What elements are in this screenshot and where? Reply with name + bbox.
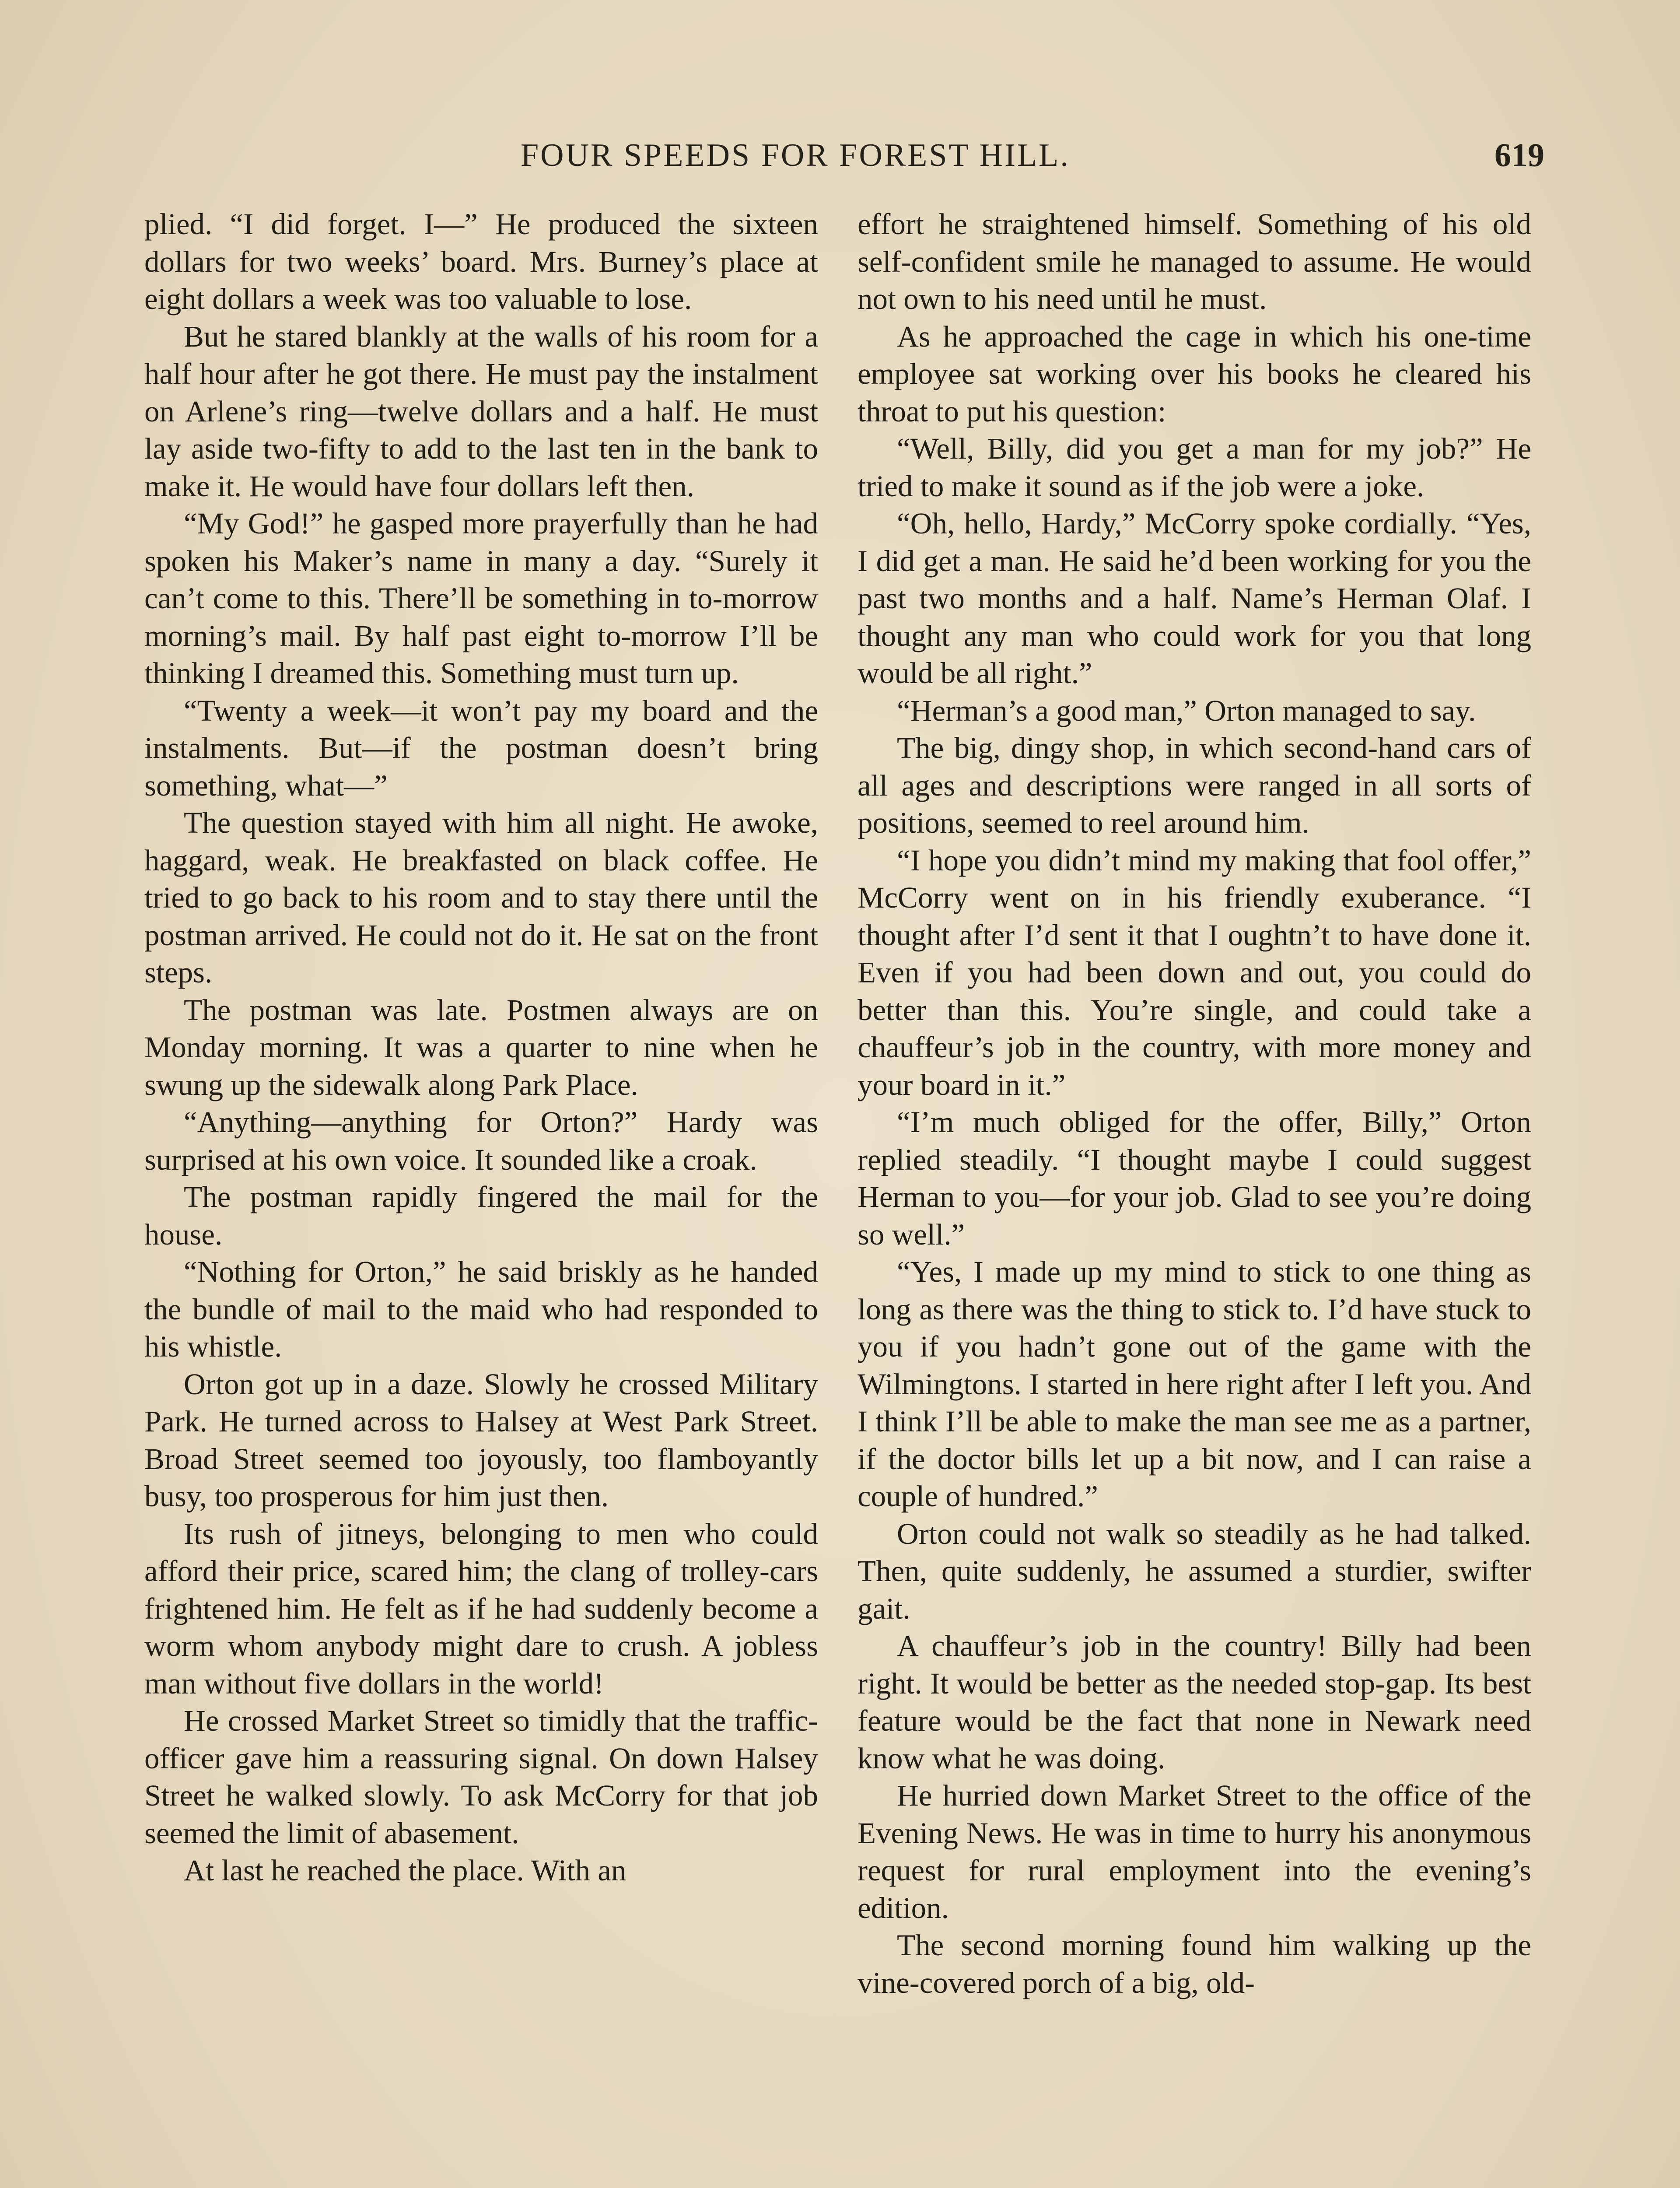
paragraph: Its rush of jitneys, belonging to men who could afford their price, scared him; the clang of trolley-cars frightened him. He felt as if he had suddenly become a worm whom anybody might dare to crush. A jobless man without five dollars in the world! xyxy=(144,1517,818,1700)
paragraph: He crossed Market Street so timidly that the traffic-officer gave him a reassuring signal. On down Halsey Street he walked slowly. To ask McCorry for that job seemed the limit of abasement. xyxy=(144,1704,818,1850)
paragraph: “I’m much obliged for the offer, Billy,” Orton replied steadily. “I thought maybe I could suggest Herman to you—for your job. Glad to see you’re doing so well.” xyxy=(858,1105,1531,1251)
paragraph: The postman was late. Postmen always are on Monday morning. It was a quarter to nine when he swung up the sidewalk along Park Place. xyxy=(144,993,818,1101)
paragraph: The second morning found him walking up the vine-covered porch of a big, old- xyxy=(858,1929,1531,1999)
page-number: 619 xyxy=(1494,137,1544,174)
paragraph: The big, dingy shop, in which second-hand cars of all ages and descriptions were ranged in all sorts of positions, seemed to reel around him. xyxy=(858,731,1531,839)
left-text-column xyxy=(144,206,818,1890)
paragraph: But he stared blankly at the walls of his room for a half hour after he got there. He must pay the instalment on Arlene’s ring—twelve dollars and a half. He must lay aside two-fifty to add to the last ten in the bank to make it. He would have four dollars left then. xyxy=(144,319,818,503)
paragraph: “My God!” he gasped more prayerfully than he had spoken his Maker’s name in many a day. “Surely it can’t come to this. There’ll be something in to-morrow morning’s mail. By half past eight to-morrow I’ll be thinking I dreamed this. Something must turn up. xyxy=(144,507,818,690)
paragraph: “I hope you didn’t mind my making that fool offer,” McCorry went on in his friendly exuberance. “I thought after I’d sent it that I oughtn’t to have done it. Even if you had been down and out, you could do better than this. You’re single, and could take a chauffeur’s job in the country, with more money and your board in it.” xyxy=(858,843,1531,1101)
paragraph: “Nothing for Orton,” he said briskly as he handed the bundle of mail to the maid who had responded to his whistle. xyxy=(144,1255,818,1363)
paragraph: Orton could not walk so steadily as he had talked. Then, quite suddenly, he assumed a sturdier, swifter gait. xyxy=(858,1517,1531,1625)
paragraph: “Well, Billy, did you get a man for my job?” He tried to make it sound as if the job were a joke. xyxy=(858,432,1531,503)
paragraph: A chauffeur’s job in the country! Billy had been right. It would be better as the needed stop-gap. Its best feature would be the fact that none in Newark need know what he was doing. xyxy=(858,1629,1531,1775)
page-header xyxy=(144,131,1544,179)
paragraph: The postman rapidly fingered the mail for the house. xyxy=(144,1180,818,1251)
right-text-column xyxy=(858,206,1531,2002)
paragraph: “Anything—anything for Orton?” Hardy was surprised at his own voice. It sounded like a croak. xyxy=(144,1105,818,1176)
paragraph: “Twenty a week—it won’t pay my board and the instalments. But—if the postman doesn’t bring something, what—” xyxy=(144,694,818,802)
paragraph: He hurried down Market Street to the office of the Evening News. He was in time to hurry his anonymous request for rural employment into the evening’s edition. xyxy=(858,1779,1531,1925)
paragraph: As he approached the cage in which his one-time employee sat working over his books he cleared his throat to put his question: xyxy=(858,319,1531,428)
paragraph: effort he straightened himself. Something of his old self-confident smile he managed to assume. He would not own to his need until he must. xyxy=(858,207,1531,316)
paragraph: plied. “I did forget. I—” He produced the sixteen dollars for two weeks’ board. Mrs. Burney’s place at eight dollars a week was too valuable to lose. xyxy=(144,207,818,316)
paragraph: Orton got up in a daze. Slowly he crossed Military Park. He turned across to Halsey at West Park Street. Broad Street seemed too joyously, too flamboyantly busy, too prosperous for him just then. xyxy=(144,1367,818,1513)
paragraph: At last he reached the place. With an xyxy=(184,1854,626,1887)
paragraph: “Herman’s a good man,” Orton managed to say. xyxy=(897,694,1476,727)
running-title: FOUR SPEEDS FOR FOREST HILL. xyxy=(521,137,1070,173)
paragraph: “Yes, I made up my mind to stick to one thing as long as there was the thing to stick to. I’d have stuck to you if you hadn’t gone out of the game with the Wilmingtons. I started in here right after I left you. And I think I’ll be able to make the man see me as a partner, if the doctor bills let up a bit now, and I can raise a couple of hundred.” xyxy=(858,1255,1531,1513)
paragraph: “Oh, hello, Hardy,” McCorry spoke cordially. “Yes, I did get a man. He said he’d been working for you the past two months and a half. Name’s Herman Olaf. I thought any man who could work for you that long would be all right.” xyxy=(858,507,1531,690)
paragraph: The question stayed with him all night. He awoke, haggard, weak. He breakfasted on black coffee. He tried to go back to his room and to stay there until the postman arrived. He could not do it. He sat on the front steps. xyxy=(144,806,818,989)
